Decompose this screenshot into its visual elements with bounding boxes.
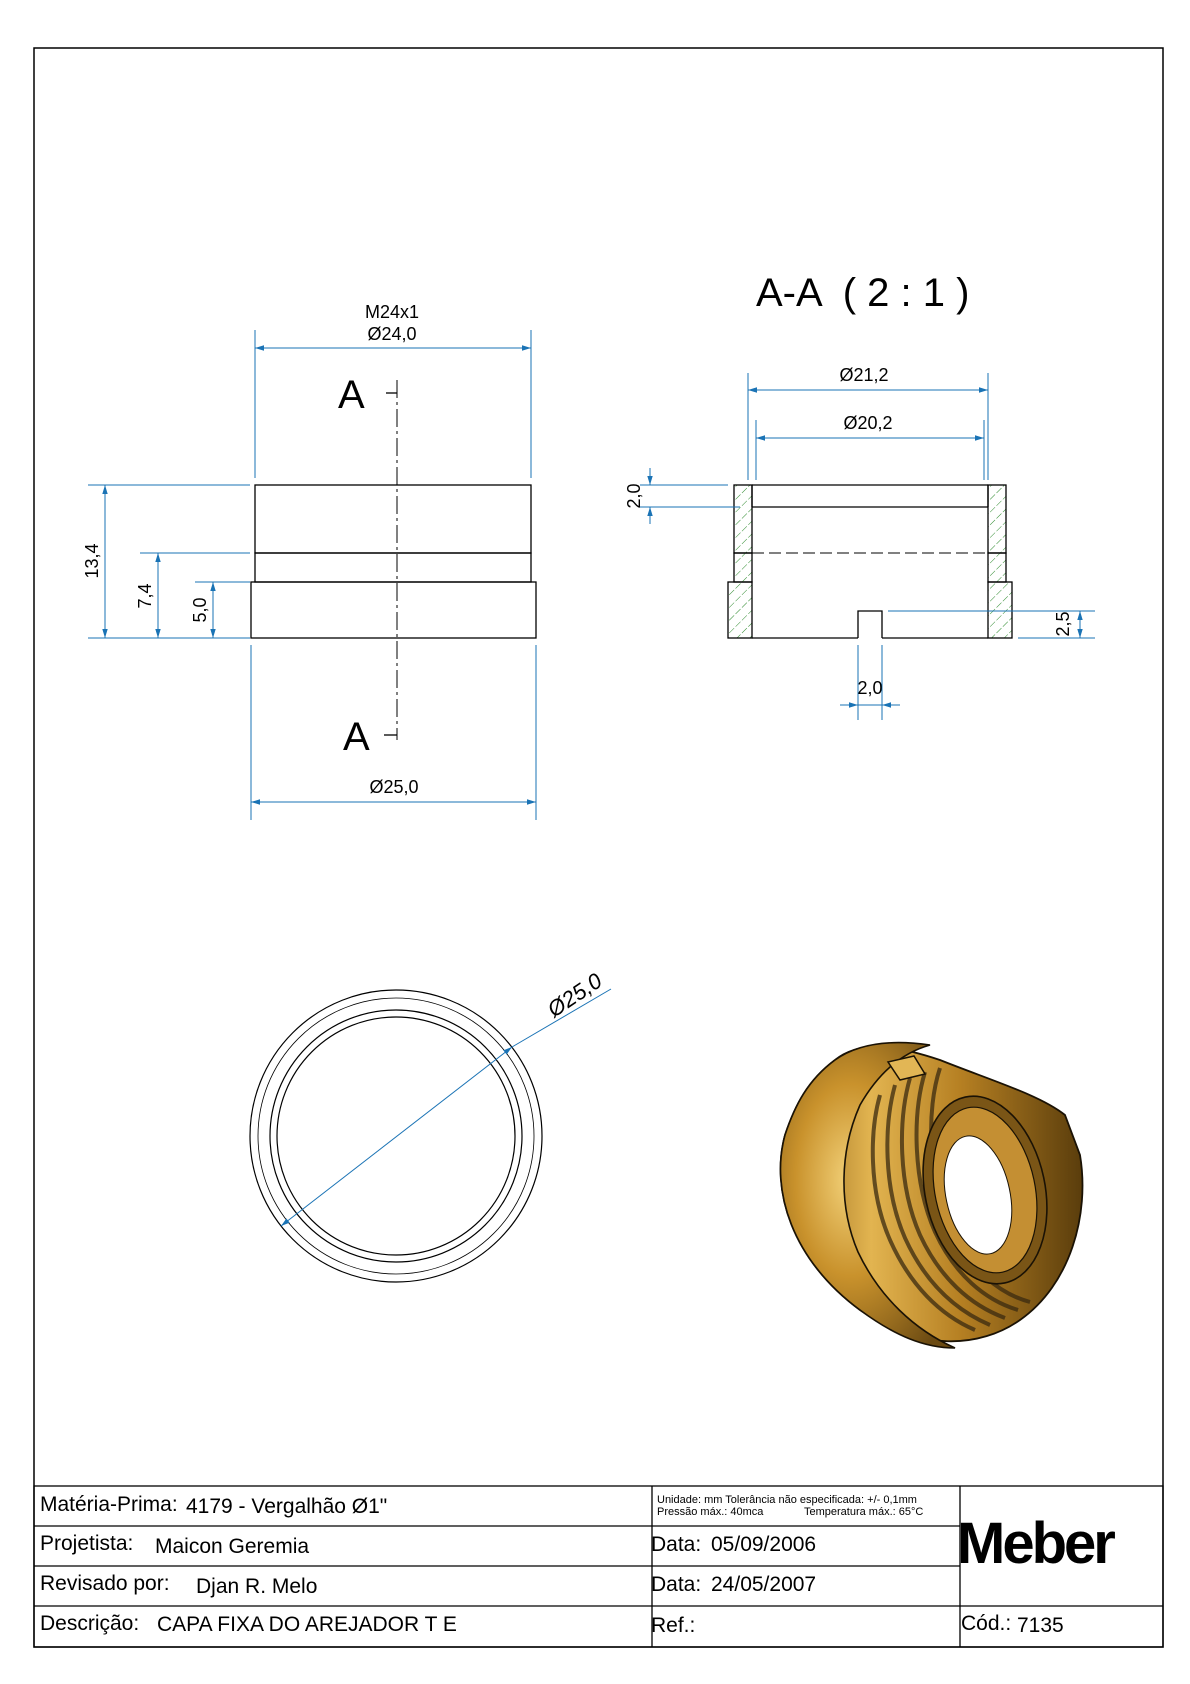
section-inner-diameter: Ø20,2	[843, 413, 893, 433]
meber-logo: Meber	[957, 1511, 1113, 1576]
descricao-value: CAPA FIXA DO AREJADOR T E	[157, 1613, 457, 1636]
revisado-label: Revisado por:	[40, 1572, 170, 1595]
right-wall-lower-hatch	[988, 582, 1012, 638]
sheet-border	[34, 48, 1163, 1647]
front-height-mid: 7,4	[135, 583, 155, 609]
projetista-label: Projetista:	[40, 1532, 134, 1555]
section-title: A-A ( 2 : 1 )	[756, 271, 970, 315]
front-dimensions	[88, 330, 536, 820]
front-height-total: 13,4	[82, 543, 102, 579]
front-view	[251, 485, 536, 638]
bottom-slot	[858, 611, 882, 638]
section-outer-diameter: Ø21,2	[839, 365, 889, 385]
section-marker-top: A	[338, 373, 365, 417]
top-view-inner-circle	[277, 1017, 515, 1255]
front-lower-flange	[251, 582, 536, 638]
top-view-dimension	[281, 989, 611, 1226]
left-wall-upper-hatch	[734, 485, 752, 553]
top-view-thread-circle	[258, 998, 534, 1274]
left-wall-lower-hatch	[728, 582, 752, 638]
cod-label: Cód.:	[961, 1612, 1012, 1635]
section-slot-height: 2,5	[1053, 611, 1073, 637]
descricao-label: Descrição:	[40, 1612, 140, 1635]
top-view-diameter: Ø25,0	[542, 967, 607, 1023]
front-middle-band	[255, 553, 531, 582]
section-slot-width: 2,0	[857, 678, 883, 698]
section-lip-height: 2,0	[624, 483, 644, 509]
front-height-low: 5,0	[190, 597, 210, 623]
top-view-outer-circle	[250, 990, 542, 1282]
right-wall-upper-hatch	[988, 485, 1006, 553]
top-view	[250, 990, 542, 1282]
materia-prima-value: 4179 - Vergalhão Ø1"	[186, 1495, 388, 1518]
brass-render-3d	[781, 1043, 1083, 1348]
section-view	[728, 485, 1012, 638]
data2-value: 24/05/2007	[711, 1573, 817, 1596]
notes-line-1: Unidade: mm Tolerância não especificada: +/- 0,1mm	[657, 1494, 917, 1506]
front-top-diameter: Ø24,0	[367, 324, 417, 344]
front-upper-body	[255, 485, 531, 553]
data1-label: Data:	[651, 1533, 702, 1556]
cod-value: 7135	[1017, 1614, 1064, 1637]
notes-line-2b: Temperatura máx.: 65°C	[804, 1506, 924, 1518]
front-bottom-diameter: Ø25,0	[369, 777, 419, 797]
notes-line-2a: Pressão máx.: 40mca	[657, 1506, 764, 1518]
left-wall-mid-hatch	[734, 553, 752, 582]
top-view-flange-circle	[270, 1010, 522, 1262]
section-marker-bottom: A	[343, 715, 370, 759]
materia-prima-label: Matéria-Prima:	[40, 1493, 178, 1516]
projetista-value: Maicon Geremia	[155, 1535, 310, 1558]
ref-label: Ref.:	[651, 1614, 696, 1637]
data2-label: Data:	[651, 1573, 702, 1596]
right-wall-mid-hatch	[988, 553, 1006, 582]
front-thread-label: M24x1	[364, 302, 420, 322]
revisado-value: Djan R. Melo	[196, 1575, 318, 1598]
data1-value: 05/09/2006	[711, 1533, 817, 1556]
